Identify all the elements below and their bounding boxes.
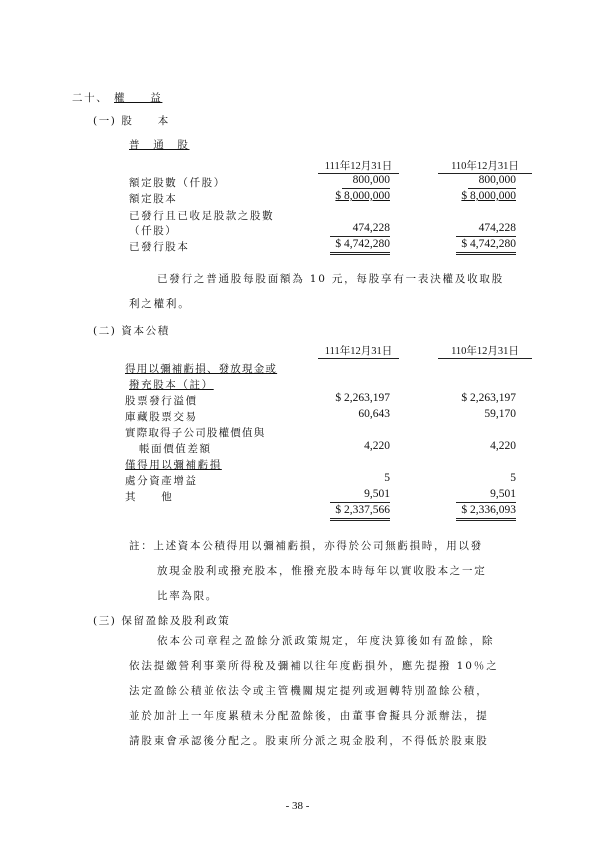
subtotal-rule	[456, 502, 516, 503]
group-label: 僅得用以彌補虧損	[125, 459, 222, 471]
cell-value: $ 4,742,280	[335, 238, 390, 250]
cell-value: 800,000	[478, 174, 516, 186]
cell-value: 5	[510, 472, 516, 484]
footnote-line: 比率為限。	[157, 590, 218, 602]
row-label: 額定股數（仟股）	[129, 177, 226, 189]
underline-rule	[468, 188, 516, 189]
row-label: 庫藏股票交易	[125, 411, 198, 423]
cell-value: 474,228	[352, 222, 390, 234]
cell-value: $ 8,000,000	[461, 190, 516, 202]
paragraph-line: 法定盈餘公積並依法令或主管機關規定提列或迴轉特別盈餘公積，	[129, 685, 489, 697]
header-rule	[318, 358, 399, 359]
cell-value: 9,501	[490, 488, 516, 500]
header-rule	[438, 358, 532, 359]
cell-value: 474,228	[478, 222, 516, 234]
double-rule	[456, 252, 516, 253]
cell-value: 5	[384, 472, 390, 484]
cell-value: $ 2,263,197	[335, 392, 390, 404]
cell-value: $ 2,263,197	[461, 392, 516, 404]
cell-value: 4,220	[490, 440, 516, 452]
row-label: 帳面價值差額	[139, 443, 212, 455]
paragraph-line: 利之權利。	[129, 298, 191, 310]
paragraph-line: 並於加計上一年度累積未分配盈餘後，由董事會擬具分派辦法，提	[129, 710, 489, 722]
double-rule	[330, 518, 390, 519]
total-value: $ 2,336,093	[461, 504, 516, 516]
cell-value: 800,000	[352, 174, 390, 186]
double-rule	[330, 252, 390, 253]
paragraph-line: 請股東會承認後分配之。股東所分派之現金股利，不得低於股東股	[129, 735, 489, 747]
column-header-2022: 111年12月31日	[324, 161, 393, 172]
double-rule	[456, 518, 516, 519]
row-label: 股票發行溢價	[125, 395, 198, 407]
cell-value: $ 8,000,000	[335, 190, 390, 202]
subsection-heading-share-capital: (一) 股 本	[93, 115, 170, 127]
underline-rule	[456, 236, 516, 237]
section-title: 權 益	[114, 92, 163, 104]
section-number: 二十、	[72, 92, 109, 104]
row-label: （仟股）	[129, 225, 178, 237]
column-header-2022: 111年12月31日	[324, 346, 393, 357]
footnote-line: 註：上述資本公積得用以彌補虧損，亦得於公司無虧損時，用以發	[129, 540, 483, 552]
underline-rule	[330, 236, 390, 237]
row-label: 處分資產增益	[125, 475, 198, 487]
double-rule	[330, 520, 390, 521]
column-header-2021: 110年12月31日	[451, 161, 519, 172]
cell-value: 59,170	[484, 408, 516, 420]
underline-rule	[342, 188, 390, 189]
group-label: 得用以彌補虧損、發放現金或	[125, 363, 278, 375]
double-rule	[456, 254, 516, 255]
row-label: 已發行且已收足股款之股數	[129, 210, 275, 222]
total-value: $ 2,337,566	[335, 504, 390, 516]
double-rule	[456, 520, 516, 521]
subtotal-rule	[330, 502, 390, 503]
row-label: 其 他	[125, 491, 174, 503]
column-header-2021: 110年12月31日	[451, 346, 519, 357]
row-label: 已發行股本	[129, 241, 190, 253]
cell-value: $ 4,742,280	[461, 238, 516, 250]
group-label: 撥充股本（註）	[129, 379, 214, 391]
paragraph-line: 依法提繳營利事業所得稅及彌補以往年度虧損外，應先提撥 10％之	[129, 660, 499, 672]
paragraph-line: 已發行之普通股每股面額為 10 元，每股享有一表決權及收取股	[157, 273, 505, 285]
cell-value: 9,501	[364, 488, 390, 500]
cell-value: 60,643	[358, 408, 390, 420]
double-rule	[330, 254, 390, 255]
footnote-line: 放現金股利或撥充股本，惟撥充股本時每年以實收股本之一定	[157, 565, 487, 577]
row-label: 額定股本	[129, 193, 178, 205]
paragraph-line: 依本公司章程之盈餘分派政策規定，年度決算後如有盈餘，除	[157, 635, 495, 647]
subsection-heading-retained-earnings: (三) 保留盈餘及股利政策	[93, 615, 231, 627]
page-number: - 38 -	[285, 800, 310, 812]
row-label: 實際取得子公司股權價值與	[125, 427, 266, 439]
subsection-heading-capital-surplus: (二) 資本公積	[93, 325, 170, 337]
cell-value: 4,220	[364, 440, 390, 452]
subheading-common-stock: 普 通 股	[129, 139, 190, 151]
